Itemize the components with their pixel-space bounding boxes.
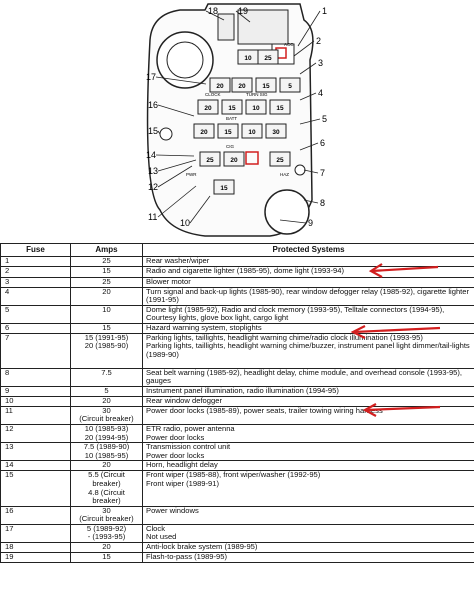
fuse-amps-label: 25 xyxy=(206,157,214,164)
fuse-amps-label: 10 xyxy=(248,129,256,136)
protected-systems-cell: Seat belt warning (1985-92), headlight delay, chime module, and overhead console (1993-95), gauges xyxy=(143,368,474,386)
table-row xyxy=(1,553,474,563)
protected-systems-cell: Rear washer/wiper xyxy=(143,257,474,267)
callout-number: 9 xyxy=(308,218,314,228)
protected-systems-cell: Anti-lock brake system (1989-95) xyxy=(143,543,474,553)
amps-cell: 25 xyxy=(71,277,143,287)
callout-number: 13 xyxy=(148,166,159,176)
fuse-table xyxy=(0,243,474,563)
fuse-amps-label: 25 xyxy=(276,157,284,164)
callout-number: 6 xyxy=(320,138,326,148)
protected-systems-cell: Radio and cigarette lighter (1985-95), dome light (1993-94) xyxy=(143,266,474,277)
fuse-number-cell: 10 xyxy=(1,396,71,406)
fuse-amps-label: 20 xyxy=(200,129,208,136)
callout-number: 16 xyxy=(148,100,159,110)
table-row xyxy=(1,287,474,305)
panel-small-label: PWR xyxy=(186,172,197,177)
panel-small-label: HAZ xyxy=(280,172,289,177)
table-row xyxy=(1,333,474,368)
fuse-number-cell: 13 xyxy=(1,443,71,461)
protected-systems-cell: Dome light (1985-92), Radio and clock memory (1993-95), Telltale connectors (1994-95), Courtesy lights, glove box light, cargo light xyxy=(143,305,474,323)
callout-number: 18 xyxy=(208,6,219,16)
protected-systems-cell: Rear window defogger xyxy=(143,396,474,406)
table-row xyxy=(1,257,474,267)
callout-number: 7 xyxy=(320,168,326,178)
callout-number: 10 xyxy=(180,218,191,228)
fuse-amps-label: 20 xyxy=(230,157,238,164)
fuse-cell xyxy=(210,78,230,92)
amps-cell: 20 xyxy=(71,396,143,406)
protected-systems-cell: Parking lights, taillights, headlight warning chime/radio clock illumination (1993-95) Parking lights, taillights, headlight warning chime/buzzer, instrument panel light dimmer/tail-lights (1989-90) xyxy=(143,333,474,368)
amps-cell: 15 xyxy=(71,553,143,563)
protected-systems-cell: Hazard warning system, stoplights xyxy=(143,323,474,333)
table-row xyxy=(1,266,474,277)
callout-number: 2 xyxy=(316,36,322,46)
protected-systems-cell: Front wiper (1985-88), front wiper/washer (1992-95) Front wiper (1989-91) xyxy=(143,471,474,506)
fuse-cell xyxy=(270,152,290,166)
header-amps: Amps xyxy=(71,244,143,257)
callout-number: 5 xyxy=(322,114,328,124)
header-protected-systems: Protected Systems xyxy=(143,244,474,257)
fuse-number-cell: 14 xyxy=(1,461,71,471)
fuse-amps-label: 20 xyxy=(204,105,212,112)
fuse-amps-label: 15 xyxy=(262,83,270,90)
fuse-cell xyxy=(218,124,238,138)
table-row xyxy=(1,471,474,506)
connector-dot-left xyxy=(160,128,172,140)
protected-systems-cell: Transmission control unit Power door locks xyxy=(143,443,474,461)
table-row xyxy=(1,386,474,396)
amps-cell: 15 xyxy=(71,323,143,333)
table-row xyxy=(1,506,474,524)
amps-cell: 5.5 (Circuit breaker) 4.8 (Circuit breaker) xyxy=(71,471,143,506)
protected-systems-cell: ETR radio, power antenna Power door locks xyxy=(143,424,474,442)
protected-systems-cell: Power door locks (1985-89), power seats, trailer towing wiring harness xyxy=(143,406,474,424)
amps-cell: 7.5 (1989-90) 10 (1985-95) xyxy=(71,443,143,461)
amps-cell: 20 xyxy=(71,461,143,471)
fuse-cell xyxy=(246,100,266,114)
fuse-amps-label: 5 xyxy=(288,83,292,90)
callout-number: 8 xyxy=(320,198,326,208)
fuse-cell xyxy=(258,50,278,64)
fuse-cell xyxy=(198,100,218,114)
table-row xyxy=(1,424,474,442)
round-flasher-bottom xyxy=(265,190,309,234)
table-row xyxy=(1,443,474,461)
table-row xyxy=(1,396,474,406)
callout-number: 11 xyxy=(148,212,158,222)
fuse-cell xyxy=(200,152,220,166)
fuse-cell xyxy=(266,124,286,138)
table-row xyxy=(1,323,474,333)
fuse-number-cell: 9 xyxy=(1,386,71,396)
callout-number: 1 xyxy=(322,6,328,16)
table-header-row xyxy=(1,244,474,257)
fuse-number-cell: 2 xyxy=(1,266,71,277)
callout-number: 14 xyxy=(146,150,157,160)
fuse-number-cell: 3 xyxy=(1,277,71,287)
fuse-number-cell: 18 xyxy=(1,543,71,553)
fuse-number-cell: 5 xyxy=(1,305,71,323)
fuse-number-cell: 12 xyxy=(1,424,71,442)
amps-cell: 20 xyxy=(71,287,143,305)
fuse-number-cell: 11 xyxy=(1,406,71,424)
callout-number: 4 xyxy=(318,88,324,98)
fuse-number-cell: 6 xyxy=(1,323,71,333)
amps-cell: 30 (Circuit breaker) xyxy=(71,406,143,424)
connector-dot-right xyxy=(295,165,305,175)
protected-systems-cell: Horn, headlight delay xyxy=(143,461,474,471)
fuse-number-cell: 15 xyxy=(1,471,71,506)
amps-cell: 20 xyxy=(71,543,143,553)
protected-systems-cell: Flash-to-pass (1989-95) xyxy=(143,553,474,563)
fuse-amps-label: 20 xyxy=(216,83,224,90)
callout-number: 15 xyxy=(148,126,159,136)
fuse-amps-label: 20 xyxy=(238,83,246,90)
protected-systems-cell: Clock Not used xyxy=(143,524,474,542)
panel-small-label: TURN SIG xyxy=(246,92,268,97)
panel-small-label: CLOCK xyxy=(205,92,221,97)
protected-systems-cell: Turn signal and back-up lights (1985-90), rear window defogger relay (1985-92), cigarette lighter (1991-95) xyxy=(143,287,474,305)
fuse-amps-label: 15 xyxy=(220,185,228,192)
fuse-number-cell: 16 xyxy=(1,506,71,524)
fuse-cell xyxy=(270,100,290,114)
header-fuse: Fuse xyxy=(1,244,71,257)
fuse-cell xyxy=(232,78,252,92)
fuse-number-cell: 1 xyxy=(1,257,71,267)
amps-cell: 10 (1985-93) 20 (1994-95) xyxy=(71,424,143,442)
fuse-number-cell: 17 xyxy=(1,524,71,542)
callout-number: 12 xyxy=(148,182,159,192)
callout-number: 17 xyxy=(146,72,157,82)
protected-systems-cell: Instrument panel illumination, radio illumination (1994-95) xyxy=(143,386,474,396)
table-row xyxy=(1,305,474,323)
table-row xyxy=(1,406,474,424)
fuse-amps-label: 10 xyxy=(252,105,260,112)
table-row xyxy=(1,461,474,471)
amps-cell: 15 xyxy=(71,266,143,277)
amps-cell: 15 (1991-95) 20 (1985-90) xyxy=(71,333,143,368)
fuse-cell xyxy=(242,124,262,138)
fuse-amps-label: 30 xyxy=(272,129,280,136)
protected-systems-cell: Power windows xyxy=(143,506,474,524)
fuse-number-cell: 8 xyxy=(1,368,71,386)
fuse-amps-label: 10 xyxy=(244,55,252,62)
panel-small-label: BATT xyxy=(226,116,238,121)
amps-cell: 25 xyxy=(71,257,143,267)
table-row xyxy=(1,368,474,386)
fuse-number-cell: 7 xyxy=(1,333,71,368)
fuse-number-cell: 19 xyxy=(1,553,71,563)
fuse-cell xyxy=(256,78,276,92)
callout-number: 19 xyxy=(238,6,249,16)
fuse-cell xyxy=(214,180,234,194)
round-relay-top xyxy=(157,32,213,88)
panel-small-label: ACC xyxy=(284,42,294,47)
fuse-panel-diagram xyxy=(0,0,474,240)
fuse-amps-label: 15 xyxy=(224,129,232,136)
fuse-cell xyxy=(280,78,300,92)
amps-cell: 30 (Circuit breaker) xyxy=(71,506,143,524)
fuse-amps-label: 15 xyxy=(228,105,236,112)
protected-systems-cell: Blower motor xyxy=(143,277,474,287)
amps-cell: 10 xyxy=(71,305,143,323)
fuse-number-cell: 4 xyxy=(1,287,71,305)
fuse-cell xyxy=(224,152,244,166)
fuse-cell xyxy=(222,100,242,114)
callout-number: 3 xyxy=(318,58,324,68)
fuse-cell xyxy=(238,50,258,64)
table-row xyxy=(1,543,474,553)
amps-cell: 7.5 xyxy=(71,368,143,386)
fuse-cell xyxy=(194,124,214,138)
panel-small-label: CIG xyxy=(226,144,235,149)
table-body xyxy=(1,257,474,563)
table-row xyxy=(1,277,474,287)
table-row xyxy=(1,524,474,542)
amps-cell: 5 xyxy=(71,386,143,396)
amps-cell: 5 (1989-92) - (1993-95) xyxy=(71,524,143,542)
fuse-amps-label: 15 xyxy=(276,105,284,112)
fuse-amps-label: 25 xyxy=(264,55,272,62)
